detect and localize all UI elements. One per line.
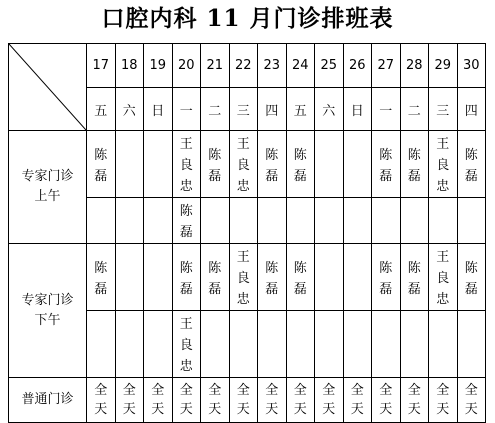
date-cell: 27 (372, 44, 401, 88)
schedule-cell (429, 131, 458, 198)
schedule-cell (286, 131, 315, 198)
schedule-cell (286, 198, 315, 244)
general-shift: 全天 (407, 383, 421, 417)
schedule-cell (343, 131, 372, 198)
header-corner-cell (9, 44, 87, 131)
general-cell (457, 378, 486, 423)
schedule-cell (115, 244, 144, 311)
schedule-cell (429, 198, 458, 244)
page-title: 口腔内科 11 月门诊排班表 (101, 5, 394, 32)
schedule-cell (258, 198, 287, 244)
schedule-cell (144, 198, 173, 244)
weekday-cell: 四 (457, 88, 486, 131)
doctor-name: 陈磊 (179, 260, 193, 297)
schedule-cell (286, 311, 315, 378)
weekday-cell: 日 (144, 88, 173, 131)
expert-morning-label-line1: 专家门诊 (21, 169, 74, 184)
schedule-cell (172, 131, 201, 198)
date-cell: 29 (429, 44, 458, 88)
general-cell (201, 378, 230, 423)
doctor-name: 王良忠 (436, 250, 450, 307)
schedule-cell (115, 311, 144, 378)
schedule-cell (429, 311, 458, 378)
general-cell (372, 378, 401, 423)
general-clinic-label: 普通门诊 (9, 378, 87, 423)
weekday-cell: 二 (201, 88, 230, 131)
schedule-cell (400, 198, 429, 244)
doctor-name: 陈磊 (208, 147, 222, 184)
doctor-name: 陈磊 (265, 147, 279, 184)
schedule-cell (400, 311, 429, 378)
schedule-row (9, 131, 486, 198)
doctor-name: 陈磊 (464, 147, 478, 184)
schedule-cell (286, 244, 315, 311)
expert-afternoon-label-line2: 下午 (34, 312, 61, 328)
schedule-cell (315, 131, 344, 198)
doctor-name: 陈磊 (293, 147, 307, 184)
date-cell: 23 (258, 44, 287, 88)
general-shift: 全天 (151, 383, 165, 417)
weekday-cell: 日 (343, 88, 372, 131)
general-shift: 全天 (293, 383, 307, 417)
general-cell (144, 378, 173, 423)
schedule-cell (457, 198, 486, 244)
doctor-name: 陈磊 (293, 260, 307, 297)
general-cell (87, 378, 116, 423)
schedule-cell (400, 131, 429, 198)
schedule-cell (258, 244, 287, 311)
date-cell: 25 (315, 44, 344, 88)
schedule-cell (87, 131, 116, 198)
schedule-cell (372, 131, 401, 198)
weekday-cell: 二 (400, 88, 429, 131)
date-cell: 19 (144, 44, 173, 88)
schedule-cell (372, 244, 401, 311)
general-shift: 全天 (436, 383, 450, 417)
schedule-cell (201, 311, 230, 378)
schedule-cell (144, 311, 173, 378)
date-header-row (9, 44, 486, 88)
schedule-cell (315, 244, 344, 311)
general-cell (343, 378, 372, 423)
weekday-cell: 四 (258, 88, 287, 131)
schedule-cell (229, 198, 258, 244)
weekday-cell: 三 (229, 88, 258, 131)
schedule-cell (115, 198, 144, 244)
diagonal-divider (9, 44, 86, 130)
expert-morning-label-line2: 上午 (34, 189, 61, 204)
date-cell: 17 (87, 44, 116, 88)
schedule-cell (87, 244, 116, 311)
general-cell (286, 378, 315, 423)
schedule-cell (315, 311, 344, 378)
general-cell (315, 378, 344, 423)
doctor-name: 王良忠 (236, 137, 250, 194)
weekday-cell: 三 (429, 88, 458, 131)
schedule-cell (201, 198, 230, 244)
doctor-name: 陈磊 (265, 260, 279, 297)
general-shift: 全天 (94, 383, 108, 417)
schedule-cell (457, 311, 486, 378)
expert-morning-label (9, 131, 87, 244)
date-cell: 18 (115, 44, 144, 88)
schedule-cell (229, 131, 258, 198)
date-cell: 26 (343, 44, 372, 88)
date-cell: 20 (172, 44, 201, 88)
schedule-cell (457, 244, 486, 311)
general-cell (258, 378, 287, 423)
schedule-cell (229, 244, 258, 311)
doctor-name: 王良忠 (179, 137, 193, 194)
weekday-cell: 一 (372, 88, 401, 131)
general-clinic-row (9, 378, 486, 423)
schedule-cell (172, 244, 201, 311)
schedule-cell (144, 131, 173, 198)
doctor-name: 陈磊 (94, 260, 108, 297)
schedule-cell (201, 131, 230, 198)
doctor-name: 王良忠 (236, 250, 250, 307)
date-cell: 30 (457, 44, 486, 88)
doctor-name: 陈磊 (94, 147, 108, 184)
schedule-cell (343, 244, 372, 311)
general-cell (172, 378, 201, 423)
doctor-name: 陈磊 (407, 260, 421, 297)
general-shift: 全天 (236, 383, 250, 417)
weekday-cell: 六 (115, 88, 144, 131)
general-cell (229, 378, 258, 423)
schedule-cell (87, 198, 116, 244)
schedule-table (8, 43, 486, 423)
weekday-cell: 一 (172, 88, 201, 131)
doctor-name: 陈磊 (379, 147, 393, 184)
weekday-cell: 六 (315, 88, 344, 131)
expert-afternoon-label-line1: 专家门诊 (21, 292, 74, 308)
schedule-cell (372, 198, 401, 244)
schedule-cell (429, 244, 458, 311)
doctor-name: 陈磊 (464, 260, 478, 297)
doctor-name: 陈磊 (208, 260, 222, 297)
schedule-cell (115, 131, 144, 198)
schedule-cell (343, 311, 372, 378)
date-cell: 22 (229, 44, 258, 88)
schedule-cell (144, 244, 173, 311)
general-shift: 全天 (265, 383, 279, 417)
general-shift: 全天 (179, 383, 193, 417)
schedule-cell (372, 311, 401, 378)
schedule-cell (229, 311, 258, 378)
doctor-name: 陈磊 (407, 147, 421, 184)
general-cell (115, 378, 144, 423)
schedule-cell (172, 311, 201, 378)
schedule-cell (258, 131, 287, 198)
schedule-cell (315, 198, 344, 244)
doctor-name: 王良忠 (436, 137, 450, 194)
general-shift: 全天 (350, 383, 364, 417)
general-cell (400, 378, 429, 423)
schedule-cell (201, 244, 230, 311)
general-shift: 全天 (208, 383, 222, 417)
doctor-name: 王良忠 (179, 317, 193, 374)
schedule-row (9, 244, 486, 311)
doctor-name: 陈磊 (179, 204, 193, 240)
date-cell: 24 (286, 44, 315, 88)
general-shift: 全天 (322, 383, 336, 417)
general-shift: 全天 (464, 383, 478, 417)
schedule-cell (343, 198, 372, 244)
expert-afternoon-label (9, 244, 87, 378)
general-shift: 全天 (122, 383, 136, 417)
general-cell (429, 378, 458, 423)
weekday-cell: 五 (286, 88, 315, 131)
schedule-cell (457, 131, 486, 198)
general-shift: 全天 (379, 383, 393, 417)
date-cell: 28 (400, 44, 429, 88)
schedule-cell (400, 244, 429, 311)
schedule-cell (172, 198, 201, 244)
schedule-cell (258, 311, 287, 378)
schedule-cell (87, 311, 116, 378)
doctor-name: 陈磊 (379, 260, 393, 297)
weekday-cell: 五 (87, 88, 116, 131)
date-cell: 21 (201, 44, 230, 88)
